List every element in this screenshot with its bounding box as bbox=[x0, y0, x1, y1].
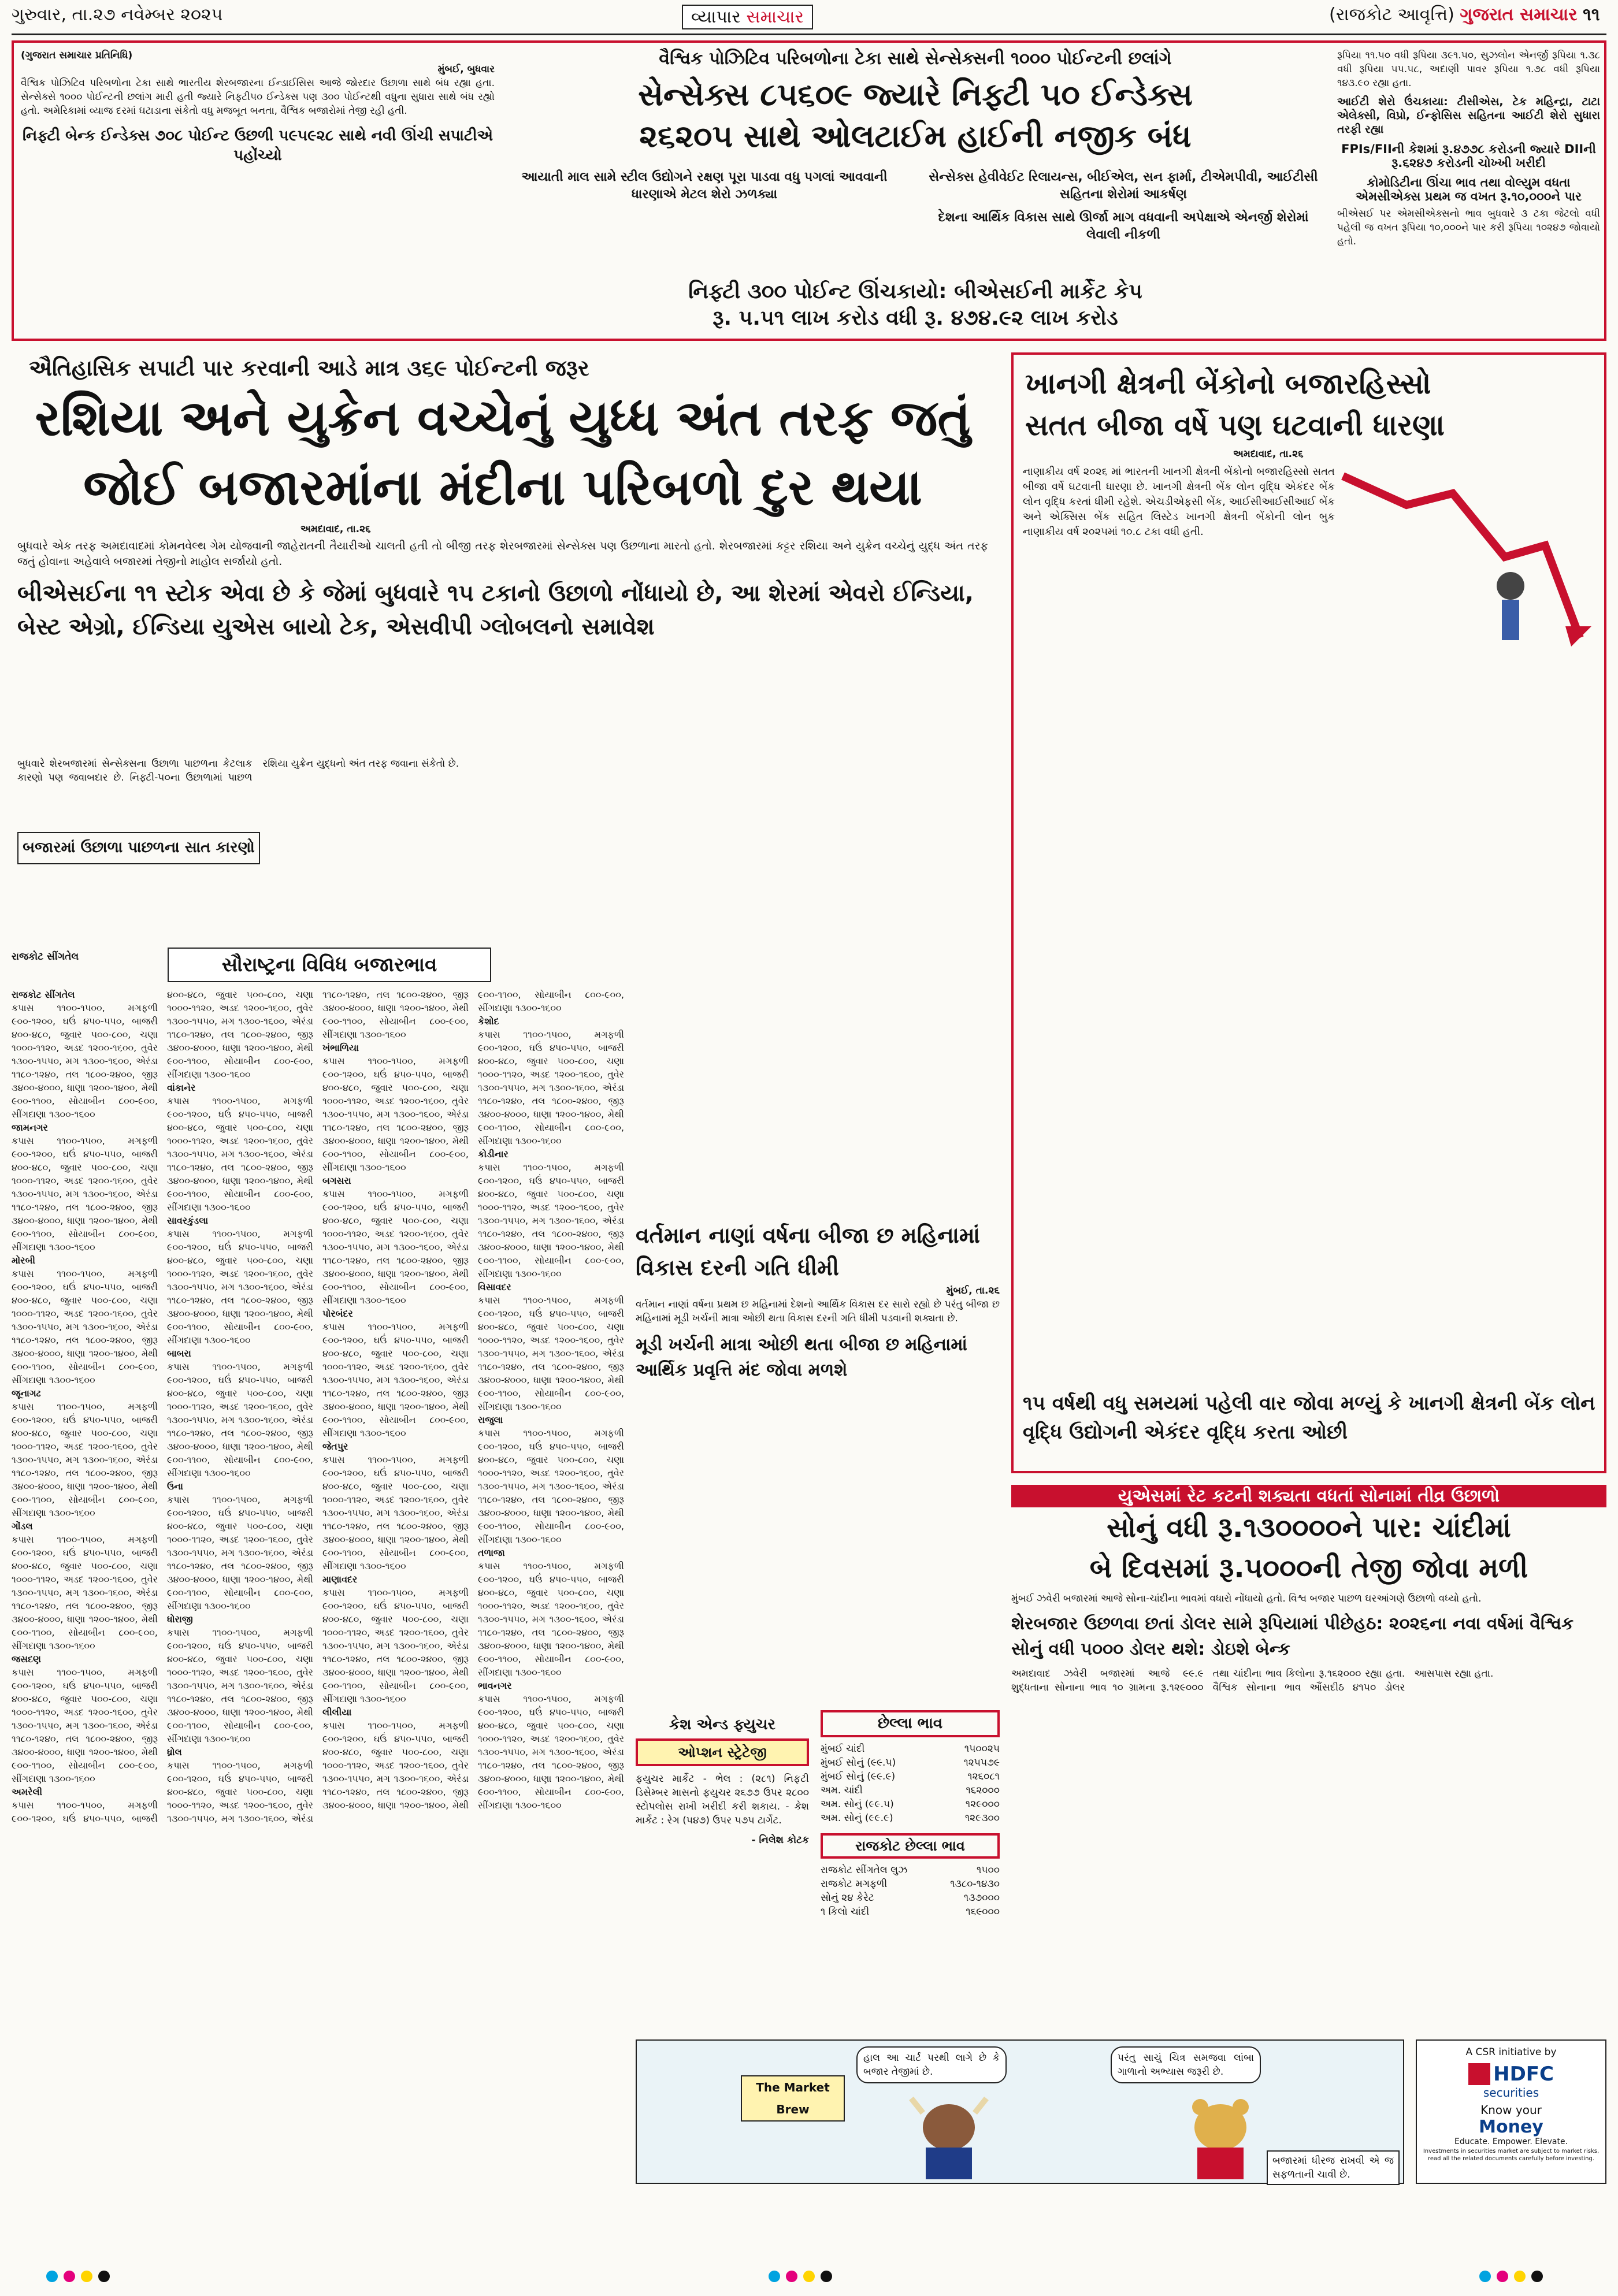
gold-story-body bbox=[1011, 1667, 1606, 1909]
price-list: કપાસ ૧૧૦૦-૧૫૦૦, મગફળી ૯૦૦-૧૨૦૦, ઘઉં ૪૫૦-૫૫૦, બાજરી ૪૦૦-૪૮૦, જુવાર ૫૦૦-૮૦૦, ચણા ૧૦૦૦-૧૧૨૦, અડદ ૧૨૦૦-૧૬૦૦, તુવેર ૧૩૦૦-૧૫૫૦, મગ ૧૩૦૦-૧૬૦૦, એરંડા ૧૧૮૦-૧૨૪૦, તલ ૧૮૦૦-૨૪૦૦, જીરૂ ૩૪૦૦-૪૦૦૦, ધાણા ૧૨૦૦-૧૪૦૦, મેથી ૯૦૦-૧૧૦૦, સોયાબીન ૮૦૦-૯૦૦, સીંગદાણા ૧૩૦૦-૧૬૦૦ bbox=[167, 1361, 313, 1478]
dateline: અમદાવાદ, તા.૨૬ bbox=[300, 523, 371, 535]
market-name: સાવરકુંડલા bbox=[167, 1215, 209, 1226]
price-value: ૧૩૭૦૦૦ bbox=[963, 1892, 1000, 1904]
edition-label bbox=[1329, 5, 1600, 25]
paper-name: ગુજરાત સમાચાર bbox=[1460, 5, 1578, 25]
hdfc-logo bbox=[1417, 2063, 1605, 2100]
market-name: બગસરા bbox=[322, 1175, 351, 1186]
price-value: ૧૩૮૦-૧૪૩૦ bbox=[950, 1878, 1000, 1890]
subhead: કોમોડિટીના ઊંચા ભાવ તથા વોલ્યુમ વધતા એમસીએક્સ પ્રથમ જ વખત રૂ.૧૦,૦૦૦ને પાર bbox=[1356, 176, 1582, 203]
registration-marks-left bbox=[46, 2271, 116, 2284]
bull-character-icon bbox=[908, 2093, 989, 2179]
price-label: સોનું ૨૪ કેરેટ bbox=[821, 1892, 874, 1904]
market-name: ઉના bbox=[167, 1481, 183, 1492]
price-value: ૧૨૯૦૦૦ bbox=[965, 1799, 1000, 1810]
price-list: કપાસ ૧૧૦૦-૧૫૦૦, મગફળી ૯૦૦-૧૨૦૦, ઘઉં ૪૫૦-૫૫૦, બાજરી ૪૦૦-૪૮૦, જુવાર ૫૦૦-૮૦૦, ચણા ૧૦૦૦-૧૧૨૦, અડદ ૧૨૦૦-૧૬૦૦, તુવેર ૧૩૦૦-૧૫૫૦, મગ ૧૩૦૦-૧૬૦૦, એરંડા ૧૧૮૦-૧૨૪૦, તલ ૧૮૦૦-૨૪૦૦, જીરૂ ૩૪૦૦-૪૦૦૦, ધાણા ૧૨૦૦-૧૪૦૦, મેથી ૯૦૦-૧૧૦૦, સોયાબીન ૮૦૦-૯૦૦, સીંગદાણા ૧૩૦૦-૧૬૦૦ bbox=[478, 1561, 624, 1678]
registration-dot-icon bbox=[98, 2271, 110, 2282]
section-subtitle: ઓપ્શન સ્ટ્રેટેજી bbox=[636, 1738, 809, 1766]
kicker: વૈશ્વિક પોઝિટિવ પરિબળોના ટેકા સાથે સેન્સેક્સની ૧૦૦૦ પોઈન્ટની છલાંગે bbox=[659, 49, 1172, 69]
registration-dot-icon bbox=[821, 2271, 832, 2282]
dateline: મુંબઈ, તા.૨૬ bbox=[946, 1285, 1000, 1296]
price-list: કપાસ ૧૧૦૦-૧૫૦૦, મગફળી ૯૦૦-૧૨૦૦, ઘઉં ૪૫૦-૫૫૦, બાજરી ૪૦૦-૪૮૦, જુવાર ૫૦૦-૮૦૦, ચણા ૧૦૦૦-૧૧૨૦, અડદ ૧૨૦૦-૧૬૦૦, તુવેર ૧૩૦૦-૧૫૫૦, મગ ૧૩૦૦-૧૬૦૦, એરંડા ૧૧૮૦-૧૨૪૦, તલ ૧૮૦૦-૨૪૦૦, જીરૂ ૩૪૦૦-૪૦૦૦, ધાણા ૧૨૦૦-૧૪૦૦, મેથી ૯૦૦-૧૧૦૦, સોયાબીન ૮૦૦-૯૦૦, સીંગદાણા ૧૩૦૦-૧૬૦૦ bbox=[167, 1627, 313, 1744]
market-name: રાજકોટ સીંગતેલ bbox=[12, 989, 75, 1000]
registration-dot-icon bbox=[786, 2271, 797, 2282]
market-name: વિસાવદર bbox=[478, 1281, 511, 1292]
footer-line-1: નિફ્ટી ૩૦૦ પોઈન્ટ ઊંચકાયો: બીએસઈની માર્કેટ કેપ bbox=[688, 280, 1142, 303]
story-body: બીએસઈ પર એમસીએક્સનો ભાવ બુધવારે ૩ ટકા જેટલો વધી પહેલી જ વખત રૂપિયા ૧૦,૦૦૦ને પાર કરી રૂપિયા ૧૦૨૪૭ જોવાયો હતો. bbox=[1337, 208, 1600, 247]
price-list: કપાસ ૧૧૦૦-૧૫૦૦, મગફળી ૯૦૦-૧૨૦૦, ઘઉં ૪૫૦-૫૫૦, બાજરી ૪૦૦-૪૮૦, જુવાર ૫૦૦-૮૦૦, ચણા ૧૦૦૦-૧૧૨૦, અડદ ૧૨૦૦-૧૬૦૦, તુવેર ૧૩૦૦-૧૫૫૦, મગ ૧૩૦૦-૧૬૦૦, એરંડા ૧૧૮૦-૧૨૪૦, તલ ૧૮૦૦-૨૪૦૦, જીરૂ ૩૪૦૦-૪૦૦૦, ધાણા ૧૨૦૦-૧૪૦૦, મેથી ૯૦૦-૧૧૦૦, સોયાબીન ૮૦૦-૯૦૦, સીંગદાણા ૧૩૦૦-૧૬૦૦ bbox=[12, 989, 313, 1824]
reasons-box-label: બજારમાં ઉછાળા પાછળના સાત કારણો bbox=[23, 839, 255, 856]
price-list: કપાસ ૧૧૦૦-૧૫૦૦, મગફળી ૯૦૦-૧૨૦૦, ઘઉં ૪૫૦-૫૫૦, બાજરી ૪૦૦-૪૮૦, જુવાર ૫૦૦-૮૦૦, ચણા ૧૦૦૦-૧૧૨૦, અડદ ૧૨૦૦-૧૬૦૦, તુવેર ૧૩૦૦-૧૫૫૦, મગ ૧૩૦૦-૧૬૦૦, એરંડા ૧૧૮૦-૧૨૪૦, તલ ૧૮૦૦-૨૪૦૦, જીરૂ ૩૪૦૦-૪૦૦૦, ધાણા ૧૨૦૦-૧૪૦૦, મેથી ૯૦૦-૧૧૦૦, સોયાબીન ૮૦૦-૯૦૦, સીંગદાણા ૧૩૦૦-૧૬૦૦ bbox=[12, 1002, 158, 1120]
edition: (રાજકોટ આવૃત્તિ) bbox=[1329, 5, 1454, 25]
footer-headline bbox=[505, 278, 1326, 332]
comic-title-text: The Market Brew bbox=[756, 2080, 830, 2116]
price-list: કપાસ ૧૧૦૦-૧૫૦૦, મગફળી ૯૦૦-૧૨૦૦, ઘઉં ૪૫૦-૫૫૦, બાજરી ૪૦૦-૪૮૦, જુવાર ૫૦૦-૮૦૦, ચણા ૧૦૦૦-૧૧૨૦, અડદ ૧૨૦૦-૧૬૦૦, તુવેર ૧૩૦૦-૧૫૫૦, મગ ૧૩૦૦-૧૬૦૦, એરંડા ૧૧૮૦-૧૨૪૦, તલ ૧૮૦૦-૨૪૦૦, જીરૂ ૩૪૦૦-૪૦૦૦, ધાણા ૧૨૦૦-૧૪૦૦, મેથી ૯૦૦-૧૧૦૦, સોયાબીન ૮૦૦-૯૦૦, સીંગદાણા ૧૩૦૦-૧૬૦૦ bbox=[322, 1188, 469, 1306]
subhead: આયાતી માલ સામે સ્ટીલ ઉદ્યોગને રક્ષણ પૂરા પાડવા વધુ પગલાં આવવાની ધારણાએ મેટલ શેરો ઝળક્યા bbox=[521, 170, 888, 202]
intro: બુધવારે એક તરફ અમદાવાદમાં કોમનવેલ્થ ગેમ યોજવાની જાહેરાતની તૈયારીઓ ચાલતી હતી તો બીજી તરફ શેરબજારમાં સેન્સેક્સ પણ ઉછળાના મારતો હતો. શેરબજારમાં કટ્ટર રશિયા અને યુક્રેન વચ્ચેનું યુદ્ધ અંત તરફ જતું હોવાના અહેવાલે બજારમાં તેજીનો માહોલ સર્જાયો હતો. bbox=[17, 540, 988, 568]
market-name: જસદણ bbox=[12, 1654, 41, 1665]
tag-line-1: Know your bbox=[1480, 2103, 1542, 2117]
market-name: કેશોદ bbox=[478, 1016, 499, 1027]
top-story bbox=[12, 40, 1606, 341]
price-list: કપાસ ૧૧૦૦-૧૫૦૦, મગફળી ૯૦૦-૧૨૦૦, ઘઉં ૪૫૦-૫૫૦, બાજરી ૪૦૦-૪૮૦, જુવાર ૫૦૦-૮૦૦, ચણા ૧૦૦૦-૧૧૨૦, અડદ ૧૨૦૦-૧૬૦૦, તુવેર ૧૩૦૦-૧૫૫૦, મગ ૧૩૦૦-૧૬૦૦, એરંડા ૧૧૮૦-૧૨૪૦, તલ ૧૮૦૦-૨૪૦૦, જીરૂ ૩૪૦૦-૪૦૦૦, ધાણા ૧૨૦૦-૧૪૦૦, મેથી ૯૦૦-૧૧૦૦, સોયાબીન ૮૦૦-૯૦૦, સીંગદાણા ૧૩૦૦-૧૬૦૦ bbox=[478, 1029, 624, 1146]
headline-line-1: સોનું વધી રૂ.૧૩૦૦૦૦ને પાર: ચાંદીમાં bbox=[1107, 1511, 1511, 1544]
section-label-b: સમાચાર bbox=[746, 7, 804, 27]
market-name: બાબરા bbox=[167, 1348, 191, 1359]
comic-title bbox=[741, 2075, 845, 2122]
tagline: Educate. Empower. Elevate. bbox=[1454, 2137, 1568, 2146]
left-label: રાજકોટ સીંગતેલ bbox=[12, 951, 79, 963]
section-title: સૌરાષ્ટ્રના વિવિધ બજારભાવ bbox=[168, 948, 491, 982]
subhead: મૂડી ખર્ચની માત્રા ઓછી થતા બીજા છ મહિનામાં આર્થિક પ્રવૃત્તિ મંદ જોવા મળશે bbox=[636, 1335, 967, 1380]
market-list bbox=[12, 988, 624, 2167]
market-name: માણાવદર bbox=[322, 1574, 358, 1585]
price-value: ૧૫૦૦૨૫ bbox=[964, 1743, 1000, 1755]
gold-story bbox=[1011, 1485, 1606, 2034]
story-body: વર્તમાન નાણાં વર્ષના પ્રથમ છ મહિનામાં દેશનો આર્થિક વિકાસ દર સારો રહ્યો છે પરંતુ બીજા છ મહિનામાં મૂડી ખર્ચની માત્રા ઓછી થતા વિકાસ દરની ગતિ ધીમી પડવાની શક્યતા છે. bbox=[636, 1299, 1000, 1324]
price-list: કપાસ ૧૧૦૦-૧૫૦૦, મગફળી ૯૦૦-૧૨૦૦, ઘઉં ૪૫૦-૫૫૦, બાજરી ૪૦૦-૪૮૦, જુવાર ૫૦૦-૮૦૦, ચણા ૧૦૦૦-૧૧૨૦, અડદ ૧૨૦૦-૧૬૦૦, તુવેર ૧૩૦૦-૧૫૫૦, મગ ૧૩૦૦-૧૬૦૦, એરંડા ૧૧૮૦-૧૨૪૦, તલ ૧૮૦૦-૨૪૦૦, જીરૂ ૩૪૦૦-૪૦૦૦, ધાણા ૧૨૦૦-૧૪૦૦, મેથી ૯૦૦-૧૧૦૦, સોયાબીન ૮૦૦-૯૦૦, સીંગદાણા ૧૩૦૦-૧૬૦૦ bbox=[478, 1295, 624, 1412]
price-list: કપાસ ૧૧૦૦-૧૫૦૦, મગફળી ૯૦૦-૧૨૦૦, ઘઉં ૪૫૦-૫૫૦, બાજરી ૪૦૦-૪૮૦, જુવાર ૫૦૦-૮૦૦, ચણા ૧૦૦૦-૧૧૨૦, અડદ ૧૨૦૦-૧૬૦૦, તુવેર ૧૩૦૦-૧૫૫૦, મગ ૧૩૦૦-૧૬૦૦, એરંડા ૧૧૮૦-૧૨૪૦, તલ ૧૮૦૦-૨૪૦૦, જીરૂ ૩૪૦૦-૪૦૦૦, ધાણા ૧૨૦૦-૧૪૦૦, મેથી ૯૦૦-૧૧૦૦, સોયાબીન ૮૦૦-૯૦૦, સીંગદાણા ૧૩૦૦-૧૬૦૦ bbox=[322, 1587, 469, 1704]
market-name: અમરેલી bbox=[12, 1786, 43, 1797]
price-value: ૧૬૯૦૦૦ bbox=[966, 1906, 1000, 1918]
price-label: અમ. ચાંદી bbox=[821, 1785, 863, 1796]
price-list: કપાસ ૧૧૦૦-૧૫૦૦, મગફળી ૯૦૦-૧૨૦૦, ઘઉં ૪૫૦-૫૫૦, બાજરી ૪૦૦-૪૮૦, જુવાર ૫૦૦-૮૦૦, ચણા ૧૦૦૦-૧૧૨૦, અડદ ૧૨૦૦-૧૬૦૦, તુવેર ૧૩૦૦-૧૫૫૦, મગ ૧૩૦૦-૧૬૦૦, એરંડા ૧૧૮૦-૧૨૪૦, તલ ૧૮૦૦-૨૪૦૦, જીરૂ ૩૪૦૦-૪૦૦૦, ધાણા ૧૨૦૦-૧૪૦૦, મેથી ૯૦૦-૧૧૦૦, સોયાબીન ૮૦૦-૯૦૦, સીંગદાણા ૧૩૦૦-૧૬૦૦ bbox=[12, 1135, 158, 1253]
price-value: ૧૨૬૦૮૧ bbox=[967, 1771, 1000, 1782]
price-row bbox=[821, 1877, 1000, 1891]
subhead: ૧૫ વર્ષથી વધુ સમયમાં પહેલી વાર જોવા મળ્યું કે ખાનગી ક્ષેત્રની બેંક લોન વૃદ્ધિ ઉદ્યોગની એકંદર વૃદ્ધિ કરતા ઓછી bbox=[1023, 1392, 1595, 1444]
registration-dot-icon bbox=[64, 2271, 75, 2282]
price-list: કપાસ ૧૧૦૦-૧૫૦૦, મગફળી ૯૦૦-૧૨૦૦, ઘઉં ૪૫૦-૫૫૦, બાજરી ૪૦૦-૪૮૦, જુવાર ૫૦૦-૮૦૦, ચણા ૧૦૦૦-૧૧૨૦, અડદ ૧૨૦૦-૧૬૦૦, તુવેર ૧૩૦૦-૧૫૫૦, મગ ૧૩૦૦-૧૬૦૦, એરંડા ૧૧૮૦-૧૨૪૦, તલ ૧૮૦૦-૨૪૦૦, જીરૂ ૩૪૦૦-૪૦૦૦, ધાણા ૧૨૦૦-૧૪૦૦, મેથી ૯૦૦-૧૧૦૦, સોયાબીન ૮૦૦-૯૦૦, સીંગદાણા ૧૩૦૦-૧૬૦૦ bbox=[167, 989, 469, 1824]
center-col-1 bbox=[505, 169, 904, 203]
comic-caption: બજારમાં ધીરજ રાખવી એ જ સફળતાની ચાવી છે. bbox=[1267, 2150, 1400, 2185]
price-row bbox=[821, 1811, 1000, 1825]
price-label: મુંબઈ સોનું (૯૯.૯) bbox=[821, 1771, 896, 1782]
disclaimer: Investments in securities market are subject to market risks, read all the related documents carefully before investing. bbox=[1423, 2148, 1600, 2162]
price-row bbox=[821, 1742, 1000, 1756]
market-name: મોરબી bbox=[12, 1255, 35, 1266]
registration-dot-icon bbox=[46, 2271, 58, 2282]
private-banks-story bbox=[1011, 352, 1606, 1473]
price-list: કપાસ ૧૧૦૦-૧૫૦૦, મગફળી ૯૦૦-૧૨૦૦, ઘઉં ૪૫૦-૫૫૦, બાજરી ૪૦૦-૪૮૦, જુવાર ૫૦૦-૮૦૦, ચણા ૧૦૦૦-૧૧૨૦, અડદ ૧૨૦૦-૧૬૦૦, તુવેર ૧૩૦૦-૧૫૫૦, મગ ૧૩૦૦-૧૬૦૦, એરંડા ૧૧૮૦-૧૨૪૦, તલ ૧૮૦૦-૨૪૦૦, જીરૂ ૩૪૦૦-૪૦૦૦, ધાણા ૧૨૦૦-૧૪૦૦, મેથી ૯૦૦-૧૧૦૦, સોયાબીન ૮૦૦-૯૦૦, સીંગદાણા ૧૩૦૦-૧૬૦૦ bbox=[12, 1667, 158, 1784]
market-name: પોરબંદર bbox=[322, 1308, 353, 1319]
registration-marks-right bbox=[1479, 2271, 1549, 2284]
price-list: કપાસ ૧૧૦૦-૧૫૦૦, મગફળી ૯૦૦-૧૨૦૦, ઘઉં ૪૫૦-૫૫૦, બાજરી ૪૦૦-૪૮૦, જુવાર ૫૦૦-૮૦૦, ચણા ૧૦૦૦-૧૧૨૦, અડદ ૧૨૦૦-૧૬૦૦, તુવેર ૧૩૦૦-૧૫૫૦, મગ ૧૩૦૦-૧૬૦૦, એરંડા ૧૧૮૦-૧૨૪૦, તલ ૧૮૦૦-૨૪૦૦, જીરૂ ૩૪૦૦-૪૦૦૦, ધાણા ૧૨૦૦-૧૪૦૦, મેથી ૯૦૦-૧૧૦૦, સોયાબીન ૮૦૦-૯૦૦, સીંગદાણા ૧૩૦૦-૧૬૦૦ bbox=[322, 989, 624, 1811]
price-row bbox=[821, 1770, 1000, 1784]
price-list: કપાસ ૧૧૦૦-૧૫૦૦, મગફળી ૯૦૦-૧૨૦૦, ઘઉં ૪૫૦-૫૫૦, બાજરી ૪૦૦-૪૮૦, જુવાર ૫૦૦-૮૦૦, ચણા ૧૦૦૦-૧૧૨૦, અડદ ૧૨૦૦-૧૬૦૦, તુવેર ૧૩૦૦-૧૫૫૦, મગ ૧૩૦૦-૧૬૦૦, એરંડા ૧૧૮૦-૧૨૪૦, તલ ૧૮૦૦-૨૪૦૦, જીરૂ ૩૪૦૦-૪૦૦૦, ધાણા ૧૨૦૦-૧૪૦૦, મેથી ૯૦૦-૧૧૦૦, સોયાબીન ૮૦૦-૯૦૦, સીંગદાણા ૧૩૦૦-૧૬૦૦ bbox=[12, 1534, 158, 1651]
registration-dot-icon bbox=[803, 2271, 815, 2282]
brand-name: HDFC bbox=[1493, 2063, 1554, 2086]
price-row bbox=[821, 1784, 1000, 1797]
subhead: દેશના આર્થિક વિકાસ સાથે ઊર્જા માગ વધવાની અપેક્ષાએ એનર્જી શેરોમાં લેવાલી નીકળી bbox=[938, 210, 1309, 242]
market-name: ગોંડલ bbox=[12, 1521, 33, 1532]
falling-graph-illustration bbox=[1337, 453, 1591, 673]
headline-line-1: ખાનગી ક્ષેત્રની બેંકોનો બજારહિસ્સો bbox=[1025, 367, 1431, 400]
lead-text: રૂપિયા ૧૧.૫૦ વધી રૂપિયા ૩૯૧.૫૦, સુઝલોન એનર્જી રૂપિયા ૧.૩૮ વધી રૂપિયા ૫૫.૫૮, અદાણી પાવર રૂપિયા ૧.૭૮ વધી રૂપિયા ૧૪૩.૯૦ રહ્યા હતા. bbox=[1337, 50, 1600, 89]
price-list: કપાસ ૧૧૦૦-૧૫૦૦, મગફળી ૯૦૦-૧૨૦૦, ઘઉં ૪૫૦-૫૫૦, બાજરી ૪૦૦-૪૮૦, જુવાર ૫૦૦-૮૦૦, ચણા ૧૦૦૦-૧૧૨૦, અડદ ૧૨૦૦-૧૬૦૦, તુવેર ૧૩૦૦-૧૫૫૦, મગ ૧૩૦૦-૧૬૦૦, એરંડા ૧૧૮૦-૧૨૪૦, તલ ૧૮૦૦-૨૪૦૦, જીરૂ ૩૪૦૦-૪૦૦૦, ધાણા ૧૨૦૦-૧૪૦૦, મેથી ૯૦૦-૧૧૦૦, સોયાબીન ૮૦૦-૯૦૦, સીંગદાણા ૧૩૦૦-૧૬૦૦ bbox=[167, 1494, 313, 1611]
price-list: કપાસ ૧૧૦૦-૧૫૦૦, મગફળી ૯૦૦-૧૨૦૦, ઘઉં ૪૫૦-૫૫૦, બાજરી ૪૦૦-૪૮૦, જુવાર ૫૦૦-૮૦૦, ચણા ૧૦૦૦-૧૧૨૦, અડદ ૧૨૦૦-૧૬૦૦, તુવેર ૧૩૦૦-૧૫૫૦, મગ ૧૩૦૦-૧૬૦૦, એરંડા ૧૧૮૦-૧૨૪૦, તલ ૧૮૦૦-૨૪૦૦, જીરૂ ૩૪૦૦-૪૦૦૦, ધાણા ૧૨૦૦-૧૪૦૦, મેથી ૯૦૦-૧૧૦૦, સોયાબીન ૮૦૦-૯૦૦, સીંગદાણા ૧૩૦૦-૧૬૦૦ bbox=[478, 1693, 624, 1811]
story-body: નાણાકીય વર્ષ ૨૦૨૬ માં ભારતની ખાનગી ક્ષેત્રની બેંકોનો બજારહિસ્સો સતત બીજા વર્ષે ઘટવાની ધારણા છે. ખાનગી ક્ષેત્રની બેંક લોન વૃદ્ધિ એકંદર બેંક લોન વૃદ્ધિ કરતાં ધીમી રહેશે. એચડીએફસી બેંક, આઈસીઆઈસીઆઈ બેંક અને એક્સિસ બેંક સહિત લિસ્ટેડ ખાનગી ક્ષેત્રની બેંકોની લોન બુક નાણાકીય વર્ષ ૨૦૨૫માં ૧૦.૮ ટકા વધી હતી. bbox=[1023, 466, 1335, 538]
registration-dot-icon bbox=[769, 2271, 780, 2282]
price-label: અમ. સોનું (૯૯.૫) bbox=[821, 1799, 894, 1810]
top-right-column bbox=[1337, 49, 1600, 337]
market-name: ખંભાળિયા bbox=[322, 1042, 359, 1053]
price-list: કપાસ ૧૧૦૦-૧૫૦૦, મગફળી ૯૦૦-૧૨૦૦, ઘઉં ૪૫૦-૫૫૦, બાજરી ૪૦૦-૪૮૦, જુવાર ૫૦૦-૮૦૦, ચણા ૧૦૦૦-૧૧૨૦, અડદ ૧૨૦૦-૧૬૦૦, તુવેર ૧૩૦૦-૧૫૫૦, મગ ૧૩૦૦-૧૬૦૦, એરંડા ૧૧૮૦-૧૨૪૦, તલ ૧૮૦૦-૨૪૦૦, જીરૂ ૩૪૦૦-૪૦૦૦, ધાણા ૧૨૦૦-૧૪૦૦, મેથી ૯૦૦-૧૧૦૦, સોયાબીન ૮૦૦-૯૦૦, સીંગદાણા ૧૩૦૦-૧૬૦૦ bbox=[322, 1321, 469, 1439]
kicker: ઐતિહાસિક સપાટી પાર કરવાની આડે માત્ર ૩૬૯ પોઈન્ટની જરૂર bbox=[29, 355, 589, 381]
price-list: કપાસ ૧૧૦૦-૧૫૦૦, મગફળી ૯૦૦-૧૨૦૦, ઘઉં ૪૫૦-૫૫૦, બાજરી ૪૦૦-૪૮૦, જુવાર ૫૦૦-૮૦૦, ચણા ૧૦૦૦-૧૧૨૦, અડદ ૧૨૦૦-૧૬૦૦, તુવેર ૧૩૦૦-૧૫૫૦, મગ ૧૩૦૦-૧૬૦૦, એરંડા ૧૧૮૦-૧૨૪૦, તલ ૧૮૦૦-૨૪૦૦, જીરૂ ૩૪૦૦-૪૦૦૦, ધાણા ૧૨૦૦-૧૪૦૦, મેથી ૯૦૦-૧૧૦૦, સોયાબીન ૮૦૦-૯૦૦, સીંગદાણા ૧૩૦૦-૧૬૦૦ bbox=[322, 1454, 469, 1571]
price-row bbox=[821, 1756, 1000, 1770]
deck: બીએસઈના ૧૧ સ્ટોક એવા છે કે જેમાં બુધવારે ૧૫ ટકાનો ઉછાળો નોંધાયો છે, આ શેરમાં એવરો ઈન્ડિયા, બેસ્ટ એગ્રો, ઈન્ડિયા યુએસ બાયો ટેક, એસવીપી ગ્લોબલનો સમાવેશ bbox=[17, 580, 974, 640]
tag-line-2: Money bbox=[1479, 2117, 1543, 2137]
market-name: તળાજા bbox=[478, 1547, 505, 1558]
hdfc-logo-mark-icon bbox=[1468, 2063, 1490, 2085]
subhead: આઈટી શેરો ઉંચકાયા: ટીસીએસ, ટેક મહિન્દ્રા, ટાટા એલેક્સી, વિપ્રો, ઈન્ફોસિસ સહિતના આઈટી શેરો સુધારા તરફી રહ્યા bbox=[1337, 95, 1600, 136]
story-body: અમદાવાદ ઝવેરી બજારમાં આજે ૯૯.૯ શુદ્ધતાના સોનાના ભાવ ૧૦ ગ્રામના રૂ.૧૨૯૦૦૦ તથા ચાંદીના ભાવ કિલોના રૂ.૧૬૨૦૦૦ રહ્યા હતા. વૈશ્વિક સોનાના ભાવ ઔંસદીઠ ૪૧૫૦ ડોલર આસપાસ રહ્યા હતા. bbox=[1011, 1668, 1494, 1693]
top-story-center bbox=[505, 47, 1326, 336]
market-name: ધોરાજી bbox=[167, 1614, 193, 1625]
market-name: લીલીયા bbox=[322, 1707, 352, 1718]
price-value: ૧૫૦૦ bbox=[977, 1864, 1000, 1876]
story-body: બુધવારે શેરબજારમાં સેન્સેક્સના ઉછાળા પાછળના કેટલાક કારણો પણ જવાબદાર છે. નિફ્ટી-૫૦ના ઉછાળામાં પાછળ રશિયા યુક્રેન યુદ્ધનો અંત તરફ જવાના સંકેતો છે. bbox=[17, 758, 459, 783]
price-label: રાજકોટ સીંગતેલ લુઝ bbox=[821, 1864, 908, 1876]
author: - નિલેશ કોટક bbox=[751, 1834, 809, 1846]
registration-dot-icon bbox=[1531, 2271, 1543, 2282]
headline-line-1: સેન્સેક્સ ૮૫૬૦૯ જ્યારે નિફ્ટી ૫૦ ઈન્ડેક્સ bbox=[638, 76, 1193, 113]
market-name: ભાવનગર bbox=[478, 1680, 512, 1691]
headline-line-2: ૨૬૨૦૫ સાથે ઓલટાઈમ હાઈની નજીક બંધ bbox=[639, 118, 1192, 154]
price-row bbox=[821, 1797, 1000, 1811]
headline-line-2: જોઈ બજારમાંના મંદીના પરિબળો દુર થયા bbox=[83, 459, 922, 517]
subhead: શેરબજાર ઉછળવા છતાં ડોલર સામે રૂપિયામાં પીછેહઠ: ૨૦૨૬ના નવા વર્ષમાં વૈશ્વિક સોનું વધી ૫૦૦૦ ડોલર થશે: ડોઇશે બેન્ક bbox=[1011, 1614, 1574, 1659]
speech-bubble: હાલ આ ચાર્ટ પરથી લાગે છે કે બજાર તેજીમાં છે. bbox=[856, 2046, 1007, 2083]
hdfc-advertisement[interactable] bbox=[1416, 2039, 1606, 2184]
headline-line-2: સતત બીજા વર્ષે પણ ઘટવાની ધારણા bbox=[1025, 408, 1445, 442]
kicker: યુએસમાં રેટ કટની શક્યતા વધતાં સોનામાં તીવ્ર ઉછાળો bbox=[1011, 1485, 1606, 1507]
top-story-left-column bbox=[21, 49, 495, 337]
market-name: વાંકાનેર bbox=[167, 1082, 196, 1093]
brand-subname: securities bbox=[1483, 2086, 1539, 2100]
section-title: કેશ એન્ડ ફ્યુચર bbox=[669, 1716, 776, 1733]
price-list: કપાસ ૧૧૦૦-૧૫૦૦, મગફળી ૯૦૦-૧૨૦૦, ઘઉં ૪૫૦-૫૫૦, બાજરી ૪૦૦-૪૮૦, જુવાર ૫૦૦-૮૦૦, ચણા ૧૦૦૦-૧૧૨૦, અડદ ૧૨૦૦-૧૬૦૦, તુવેર ૧૩૦૦-૧૫૫૦, મગ ૧૩૦૦-૧૬૦૦, એરંડા ૧૧૮૦-૧૨૪૦, તલ ૧૮૦૦-૨૪૦૦, જીરૂ ૩૪૦૦-૪૦૦૦, ધાણા ૧૨૦૦-૧૪૦૦, મેથી ૯૦૦-૧૧૦૦, સોયાબીન ૮૦૦-૯૦૦, સીંગદાણા ૧૩૦૦-૧૬૦૦ bbox=[478, 1162, 624, 1279]
growth-story bbox=[636, 1219, 1000, 1710]
byline: (ગુજરાત સમાચાર પ્રતિનિધિ) bbox=[21, 50, 133, 61]
price-row bbox=[821, 1905, 1000, 1919]
reasons-box bbox=[17, 832, 260, 864]
issue-date: ગુરુવાર, તા.૨૭ નવેમ્બર ૨૦૨૫ bbox=[12, 5, 223, 25]
price-label: રાજકોટ મગફળી bbox=[821, 1878, 888, 1890]
rajkot-title: રાજકોટ છેલ્લા ભાવ bbox=[821, 1833, 1000, 1859]
headline-line-1: રશિયા અને યુક્રેન વચ્ચેનું યુધ્ધ અંત તરફ જતું bbox=[35, 389, 971, 447]
price-list: કપાસ ૧૧૦૦-૧૫૦૦, મગફળી ૯૦૦-૧૨૦૦, ઘઉં ૪૫૦-૫૫૦, બાજરી ૪૦૦-૪૮૦, જુવાર ૫૦૦-૮૦૦, ચણા ૧૦૦૦-૧૧૨૦, અડદ ૧૨૦૦-૧૬૦૦, તુવેર ૧૩૦૦-૧૫૫૦, મગ ૧૩૦૦-૧૬૦૦, એરંડા ૧૧૮૦-૧૨૪૦, તલ ૧૮૦૦-૨૪૦૦, જીરૂ ૩૪૦૦-૪૦૦૦, ધાણા ૧૨૦૦-૧૪૦૦, મેથી ૯૦૦-૧૧૦૦, સોયાબીન ૮૦૦-૯૦૦, સીંગદાણા ૧૩૦૦-૧૬૦૦ bbox=[167, 1228, 313, 1346]
dateline: અમદાવાદ, તા.૨૬ bbox=[1233, 448, 1304, 460]
price-value: ૧૬૨૦૦૦ bbox=[966, 1785, 1000, 1796]
registration-dot-icon bbox=[81, 2271, 92, 2282]
price-row bbox=[821, 1863, 1000, 1877]
main-story bbox=[12, 352, 994, 936]
market-name: ધ્રોલ bbox=[167, 1747, 182, 1758]
price-label: મુંબઈ સોનું (૯૯.૫) bbox=[821, 1757, 896, 1769]
headline-line-2: બે દિવસમાં રૂ.૫૦૦૦ની તેજી જોવા મળી bbox=[1089, 1552, 1528, 1584]
csr-text: A CSR initiative by bbox=[1465, 2046, 1557, 2058]
section-label bbox=[682, 5, 813, 29]
registration-dot-icon bbox=[1479, 2271, 1491, 2282]
page-number: ૧૧ bbox=[1583, 5, 1600, 25]
subhead: સેન્સેક્સ હેવીવેઈટ રિલાયન્સ, બીઈએલ, સન ફાર્મા, ટીએમપીવી, આઈટીસી સહિતના શેરોમાં આકર્ષણ bbox=[929, 170, 1318, 202]
price-list: કપાસ ૧૧૦૦-૧૫૦૦, મગફળી ૯૦૦-૧૨૦૦, ઘઉં ૪૫૦-૫૫૦, બાજરી ૪૦૦-૪૮૦, જુવાર ૫૦૦-૮૦૦, ચણા ૧૦૦૦-૧૧૨૦, અડદ ૧૨૦૦-૧૬૦૦, તુવેર ૧૩૦૦-૧૫૫૦, મગ ૧૩૦૦-૧૬૦૦, એરંડા ૧૧૮૦-૧૨૪૦, તલ ૧૮૦૦-૨૪૦૦, જીરૂ ૩૪૦૦-૪૦૦૦, ધાણા ૧૨૦૦-૧૪૦૦, મેથી ૯૦૦-૧૧૦૦, સોયાબીન ૮૦૦-૯૦૦, સીંગદાણા ૧૩૦૦-૧૬૦૦ bbox=[478, 1428, 624, 1545]
market-name: રાજુલા bbox=[478, 1414, 503, 1425]
speech-bubble: પરંતુ સાચું ચિત્ર સમજવા લાંબા ગાળાનો અભ્યાસ જરૂરી છે. bbox=[1111, 2046, 1261, 2083]
price-row bbox=[821, 1891, 1000, 1905]
footer-line-2: રૂ. ૫.૫૧ લાખ કરોડ વધી રૂ. ૪૭૪.૯૨ લાખ કરોડ bbox=[712, 306, 1118, 330]
price-list: કપાસ ૧૧૦૦-૧૫૦૦, મગફળી ૯૦૦-૧૨૦૦, ઘઉં ૪૫૦-૫૫૦, બાજરી ૪૦૦-૪૮૦, જુવાર ૫૦૦-૮૦૦, ચણા ૧૦૦૦-૧૧૨૦, અડદ ૧૨૦૦-૧૬૦૦, તુવેર ૧૩૦૦-૧૫૫૦, મગ ૧૩૦૦-૧૬૦૦, એરંડા ૧૧૮૦-૧૨૪૦, તલ ૧૮૦૦-૨૪૦૦, જીરૂ ૩૪૦૦-૪૦૦૦, ધાણા ૧૨૦૦-૧૪૦૦, મેથી ૯૦૦-૧૧૦૦, સોયાબીન ૮૦૦-૯૦૦, સીંગદાણા ૧૩૦૦-૧૬૦૦ bbox=[322, 1056, 469, 1173]
registration-dot-icon bbox=[1497, 2271, 1508, 2282]
price-label: મુંબઈ ચાંદી bbox=[821, 1743, 865, 1755]
market-name: જામનગર bbox=[12, 1122, 48, 1133]
price-list: કપાસ ૧૧૦૦-૧૫૦૦, મગફળી ૯૦૦-૧૨૦૦, ઘઉં ૪૫૦-૫૫૦, બાજરી ૪૦૦-૪૮૦, જુવાર ૫૦૦-૮૦૦, ચણા ૧૦૦૦-૧૧૨૦, અડદ ૧૨૦૦-૧૬૦૦, તુવેર ૧૩૦૦-૧૫૫૦, મગ ૧૩૦૦-૧૬૦૦, એરંડા ૧૧૮૦-૧૨૪૦, તલ ૧૮૦૦-૨૪૦૦, જીરૂ ૩૪૦૦-૪૦૦૦, ધાણા ૧૨૦૦-૧૪૦૦, મેથી ૯૦૦-૧૧૦૦, સોયાબીન ૮૦૦-૯૦૦, સીંગદાણા ૧૩૦૦-૧૬૦૦ bbox=[12, 1401, 158, 1518]
subhead: FPIs/FIIની કેશમાં રૂ.૪૭૭૮ કરોડની જ્યારે DIIની રૂ.૬૨૪૭ કરોડની ચોખ્ખી ખરીદી bbox=[1341, 142, 1596, 170]
story-body: મુંબઈ ઝવેરી બજારમાં આજે સોના-ચાંદીના ભાવમાં વધારો નોંધાયો હતો. વિશ્વ બજાર પાછળ ઘરઆંગણે ઉછાળો વધ્યો હતો. bbox=[1011, 1593, 1482, 1604]
story-body: વૈશ્વિક પોઝિટિવ પરિબળોના ટેકા સાથે ભારતીય શેરબજારના ઈન્ડાઈસિસ આજે જોરદાર ઉછાળા સાથે બંધ રહ્યા હતા. સેન્સેક્સે ૧૦૦૦ પોઈન્ટની છલાંગ મારી હતી જ્યારે નિફ્ટી૫૦ ઈન્ડેક્સ પણ ૩૦૦ પોઈન્ટથી વધુના સુધારા સાથે બંધ રહ્યો હતો. અમેરિકામાં વ્યાજ દરમાં ઘટાડાના સંકેતો વધુ મજબૂત બનતા, વૈશ્વિક બજારોમાં તેજી રહી હતી. bbox=[21, 77, 495, 117]
story-body: ફયુચર માર્કેટ - ભેલ : (૨૮૧) નિફટી ડિસેમ્બર માસનો ફયુચર ૨૬૭૭ ઉપર ૨૮૦૦ સ્ટોપલોસ રાખી ખરીદી કરી શકાય. - કેશ માર્કેટ : રેગ (૫૪૭) ઉપર ૫૭૫ ટાર્ગેટ. bbox=[636, 1773, 809, 1826]
price-label: ૧ કિલો ચાંદી bbox=[821, 1906, 870, 1918]
price-label: અમ. સોનું (૯૯.૯) bbox=[821, 1812, 893, 1824]
section-title: છેલ્લા ભાવ bbox=[821, 1710, 1000, 1737]
saurashtra-market-section bbox=[12, 948, 624, 2172]
registration-marks-center bbox=[769, 2271, 838, 2284]
registration-dot-icon bbox=[1514, 2271, 1526, 2282]
price-list: કપાસ ૧૧૦૦-૧૫૦૦, મગફળી ૯૦૦-૧૨૦૦, ઘઉં ૪૫૦-૫૫૦, બાજરી ૪૦૦-૪૮૦, જુવાર ૫૦૦-૮૦૦, ચણા ૧૦૦૦-૧૧૨૦, અડદ ૧૨૦૦-૧૬૦૦, તુવેર ૧૩૦૦-૧૫૫૦, મગ ૧૩૦૦-૧૬૦૦, એરંડા ૧૧૮૦-૧૨૪૦, તલ ૧૮૦૦-૨૪૦૦, જીરૂ ૩૪૦૦-૪૦૦૦, ધાણા ૧૨૦૦-૧૪૦૦, મેથી ૯૦૦-૧૧૦૦, સોયાબીન ૮૦૦-૯૦૦, સીંગદાણા ૧૩૦૦-૧૬૦૦ bbox=[12, 1268, 158, 1385]
dateline: મુંબઈ, બુધવાર bbox=[437, 64, 495, 75]
center-col-2 bbox=[921, 169, 1326, 244]
price-list: કપાસ ૧૧૦૦-૧૫૦૦, મગફળી ૯૦૦-૧૨૦૦, ઘઉં ૪૫૦-૫૫૦, બાજરી ૪૦૦-૪૮૦, જુવાર ૫૦૦-૮૦૦, ચણા ૧૦૦૦-૧૧૨૦, અડદ ૧૨૦૦-૧૬૦૦, તુવેર ૧૩૦૦-૧૫૫૦, મગ ૧૩૦૦-૧૬૦૦, એરંડા ૧૧૮૦-૧૨૪૦, તલ ૧૮૦૦-૨૪૦૦, જીરૂ ૩૪૦૦-૪૦૦૦, ધાણા ૧૨૦૦-૧૪૦૦, મેથી ૯૦૦-૧૧૦૦, સોયાબીન ૮૦૦-૯૦૦, સીંગદાણા ૧૩૦૦-૧૬૦૦ bbox=[167, 1095, 313, 1213]
market-name: જૂનાગઢ bbox=[12, 1388, 41, 1399]
market-name: જેતપુર bbox=[322, 1441, 348, 1452]
price-value: ૧૨૯૩૦૦ bbox=[964, 1812, 1000, 1824]
last-prices-section bbox=[821, 1710, 1000, 2034]
price-value: ૧૨૫૫૭૯ bbox=[963, 1757, 1000, 1769]
comic-strip bbox=[636, 2039, 1404, 2184]
subhead: નિફ્ટી બેન્ક ઈન્ડેક્સ ૭૦૮ પોઈન્ટ ઉછળી ૫૯૫૯૨૮ સાથે નવી ઊંચી સપાટીએ પહોંચ્યો bbox=[22, 127, 493, 164]
bear-character-icon bbox=[1180, 2093, 1261, 2179]
section-label-a: વ્યાપાર bbox=[691, 7, 741, 27]
headline: વર્તમાન નાણાં વર્ષના બીજા છ મહિનામાં વિકાસ દરની ગતિ ધીમી bbox=[636, 1223, 980, 1280]
market-name: કોડીનાર bbox=[478, 1149, 509, 1160]
